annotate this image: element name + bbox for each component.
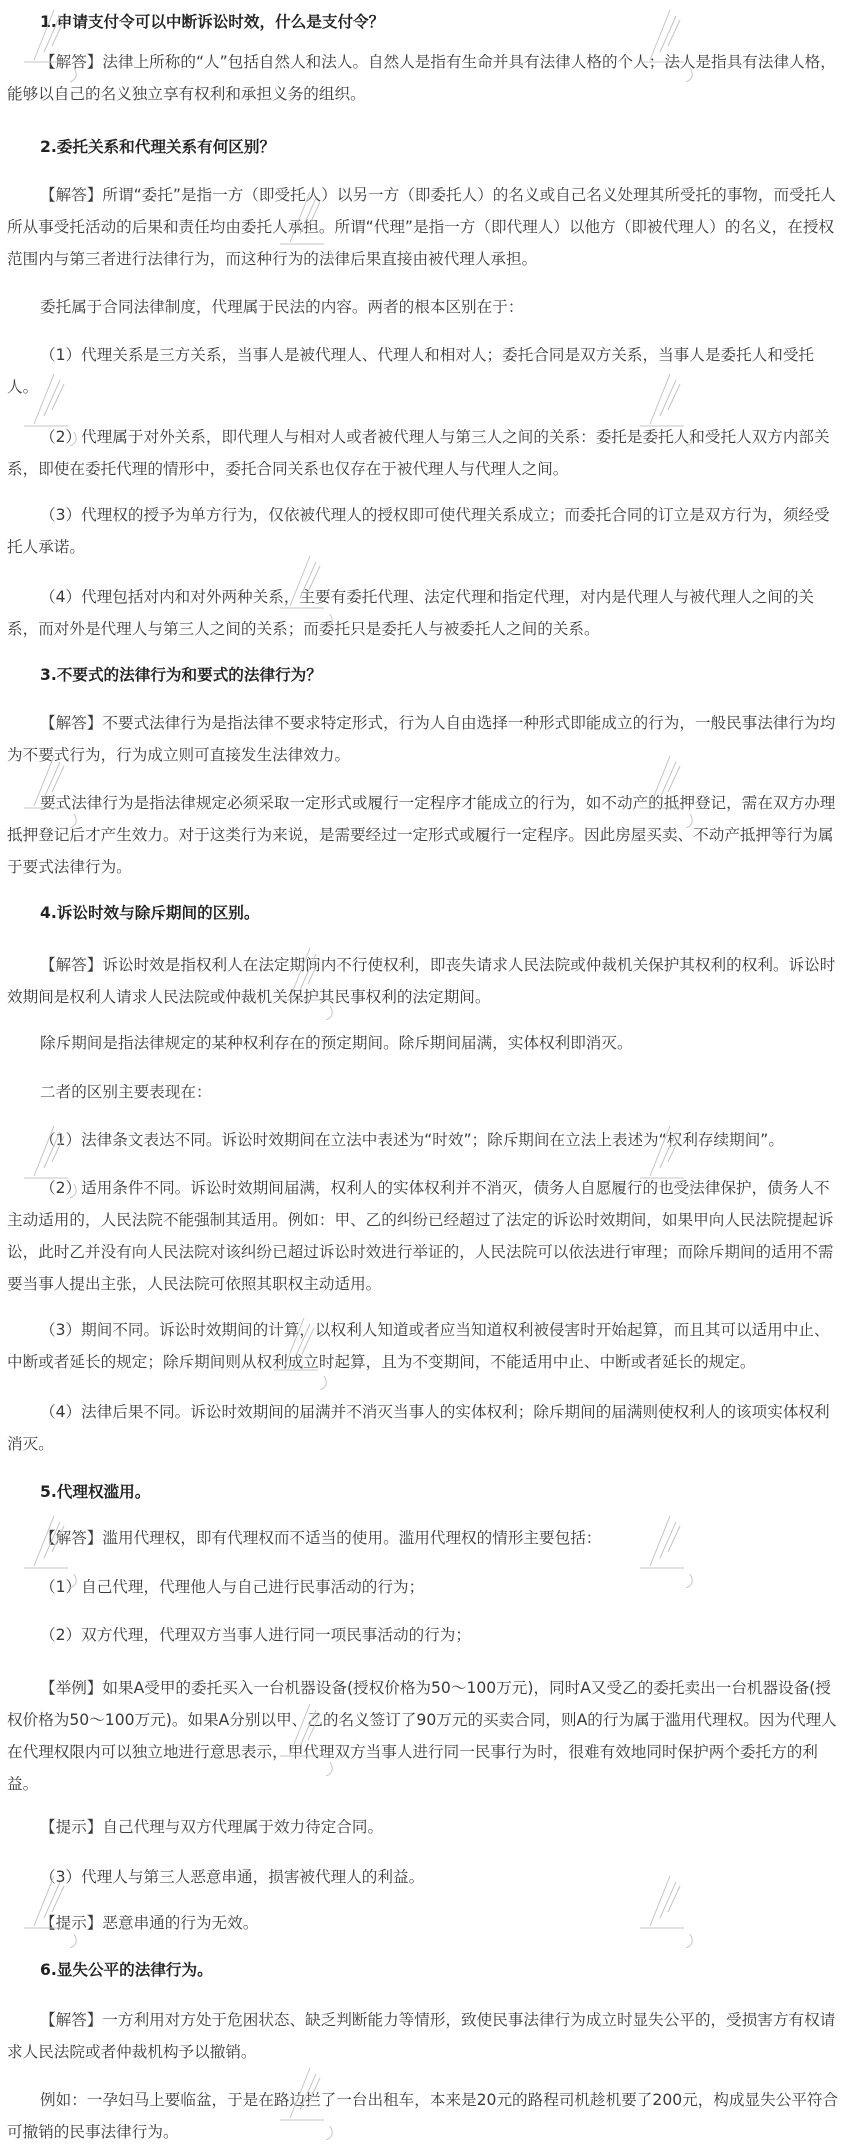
paragraph: 【解答】法律上所称的“人”包括自然人和法人。自然人是指有生命并具有法律人格的个人；法人是指具有法律人格，能够以自己的名义独立享有权利和承担义务的组织。: [7, 53, 836, 103]
paragraph: 【解答】一方利用对方处于危困状态、缺乏判断能力等情形，致使民事法律行为成立时显失公平的，受损害方有权请求人民法院或者仲裁机构予以撤销。: [7, 2011, 836, 2061]
paragraph: 【解答】诉讼时效是指权利人在法定期间内不行使权利，即丧失请求人民法院或仲裁机关保护其权利的权利。诉讼时效期间是权利人请求人民法院或仲裁机关保护其民事权利的法定期间。: [7, 956, 836, 1006]
list-item: （2）双方代理，代理双方当事人进行同一项民事活动的行为；: [40, 1626, 471, 1644]
tip-paragraph: 【提示】自己代理与双方代理属于效力待定合同。: [40, 1818, 384, 1836]
section-heading-5: 5.代理权滥用。: [40, 1483, 151, 1501]
list-item: （4）法律后果不同。诉讼时效期间的届满并不消灭当事人的实体权利；除斥期间的届满则使权利人的该项实体权利消灭。: [7, 1403, 830, 1453]
section-heading-6: 6.显失公平的法律行为。: [40, 1961, 213, 1979]
list-item: （2）代理属于对外关系，即代理人与相对人或者被代理人与第三人之间的关系：委托是委托人和受托人双方内部关系，即使在委托代理的情形中，委托合同关系也仅存在于被代理人与代理人之间。: [7, 428, 830, 478]
list-item: （1）自己代理，代理他人与自己进行民事活动的行为；: [40, 1578, 425, 1596]
example-paragraph: 例如：一孕妇马上要临盆，于是在路边拦了一台出租车，本来是20元的路程司机趁机要了200元，构成显失公平符合可撤销的民事法律行为。: [7, 2091, 839, 2141]
list-item: （3）代理权的授予为单方行为，仅依被代理人的授权即可使代理关系成立；而委托合同的订立是双方行为，须经受托人承诺。: [7, 506, 830, 556]
section-heading-1: 1.申请支付令可以中断诉讼时效，什么是支付令？: [40, 13, 385, 31]
paragraph: 除斥期间是指法律规定的某种权利存在的预定期间。除斥期间届满，实体权利即消灭。: [40, 1034, 633, 1052]
paragraph: 要式法律行为是指法律规定必须采取一定形式或履行一定程序才能成立的行为，如不动产的抵押登记，需在双方办理抵押登记后才产生效力。对于这类行为来说，是需要经过一定形式或履行一定程序。因此房屋买卖、不动产抵押等行为属于要式法律行为。: [7, 794, 836, 876]
paragraph: 委托属于合同法律制度，代理属于民法的内容。两者的根本区别在于：: [40, 298, 524, 316]
paragraph: 【解答】滥用代理权，即有代理权而不适当的使用。滥用代理权的情形主要包括：: [40, 1529, 602, 1547]
example-paragraph: 【举例】如果A受甲的委托买入一台机器设备(授权价格为50～100万元)，同时A又受乙的委托卖出一台机器设备(授权价格为50～100万元)。如果A分别以甲、乙的名义签订了90万元的买卖合同，则A的行为属于滥用代理权。因为代理人在代理权限内可以独立地进行意思表示，甲代理双方当事人进行同一民事行为时，很难有效地同时保护两个委托方的利益。: [7, 1679, 837, 1793]
list-item: （3）期间不同。诉讼时效期间的计算，以权利人知道或者应当知道权利被侵害时开始起算，而且其可以适用中止、中断或者延长的规定；除斥期间则从权利成立时起算，且为不变期间，不能适用中止、中断或者延长的规定。: [7, 1321, 830, 1371]
list-item: （2）适用条件不同。诉讼时效期间届满，权利人的实体权利并不消灭，债务人自愿履行的也受法律保护，债务人不主动适用的，人民法院不能强制其适用。例如：甲、乙的纠纷已经超过了法定的诉讼时效期间，如果甲向人民法院提起诉讼，此时乙并没有向人民法院对该纠纷已超过诉讼时效进行举证的，人民法院可以依法进行审理；而除斥期间的适用不需要当事人提出主张，人民法院可依照其职权主动适用。: [7, 1179, 834, 1293]
list-item: （1）法律条文表达不同。诉讼时效期间在立法中表述为“时效”；除斥期间在立法上表述为“权利存续期间”。: [40, 1131, 784, 1149]
section-heading-2: 2.委托关系和代理关系有何区别？: [40, 138, 276, 156]
section-heading-3: 3.不要式的法律行为和要式的法律行为？: [40, 666, 322, 684]
paragraph: 二者的区别主要表现在：: [40, 1083, 212, 1101]
list-item: （1）代理关系是三方关系，当事人是被代理人、代理人和相对人；委托合同是双方关系，当事人是委托人和受托人。: [7, 346, 815, 396]
list-item: （3）代理人与第三人恶意串通，损害被代理人的利益。: [40, 1868, 425, 1886]
section-heading-4: 4.诉讼时效与除斥期间的区别。: [40, 904, 260, 922]
paragraph: 【解答】所谓“委托”是指一方（即受托人）以另一方（即委托人）的名义或自己名义处理其所受托的事物，而受托人所从事受托活动的后果和责任均由委托人承担。所谓“代理”是指一方（即代理人）以他方（即被代理人）的名义，在授权范围内与第三者进行法律行为，而这种行为的法律后果直接由被代理人承担。: [7, 186, 836, 268]
paragraph: 【解答】不要式法律行为是指法律不要求特定形式，行为人自由选择一种形式即能成立的行为，一般民事法律行为均为不要式行为，行为成立则可直接发生法律效力。: [7, 714, 836, 764]
list-item: （4）代理包括对内和对外两种关系，主要有委托代理、法定代理和指定代理，对内是代理人与被代理人之间的关系，而对外是代理人与第三人之间的关系；而委托只是委托人与被委托人之间的关系。: [7, 588, 815, 638]
tip-paragraph: 【提示】恶意串通的行为无效。: [40, 1914, 259, 1932]
